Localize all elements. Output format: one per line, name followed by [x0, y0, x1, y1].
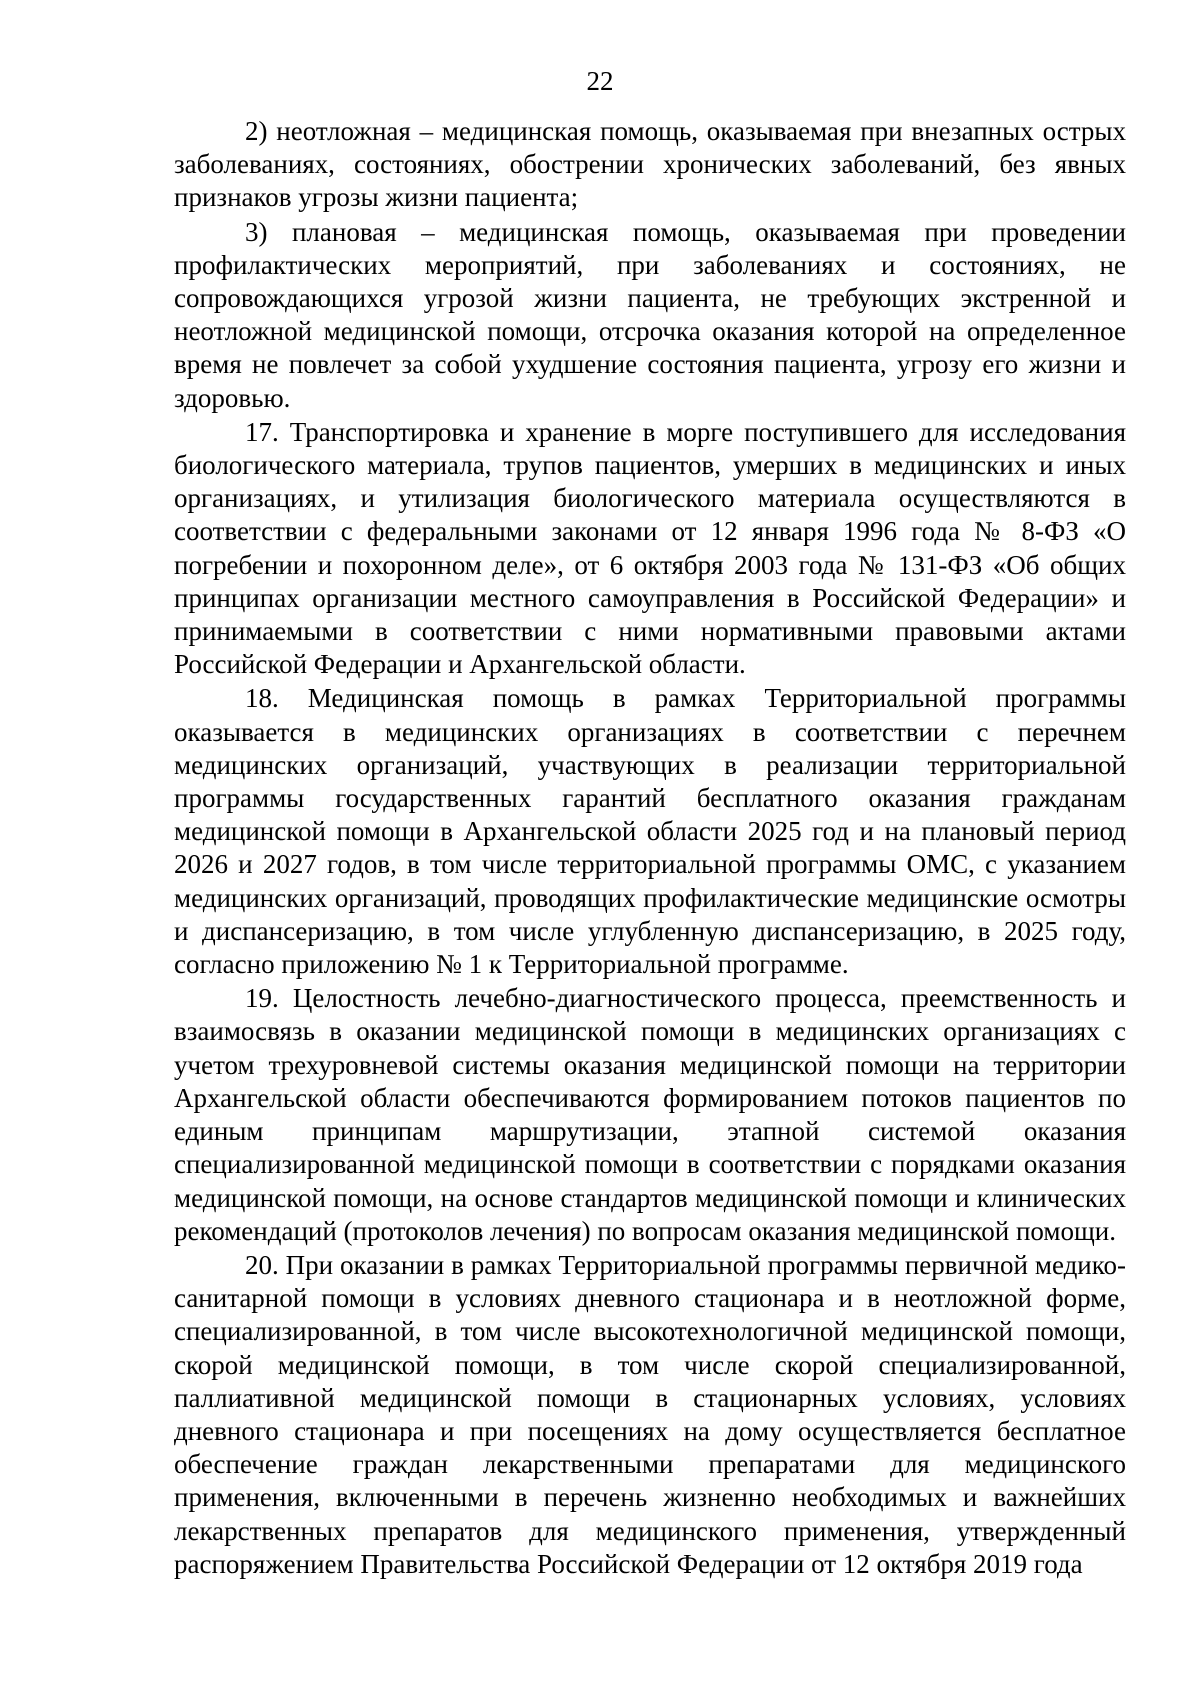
- paragraph-17-transportation: 17. Транспортировка и хранение в морге поступившего для исследования биологического материала, трупов пациентов, умерших в медицинских и иных организациях, и утилизация биологического материала осуществляются в соответствии с федеральными законами от 12 января 1996 года № 8-ФЗ «О погребении и похоронном деле», от 6 октября 2003 года № 131-ФЗ «Об общих принципах организации местного самоуправления в Российской Федерации» и принимаемыми в соответствии с ними нормативными правовыми актами Российской Федерации и Архангельской области.: [174, 416, 1126, 680]
- paragraph-item-3-planned: 3) плановая – медицинская помощь, оказываемая при проведении профилактических мероприятий, при заболеваниях и состояниях, не сопровождающихся угрозой жизни пациента, не требующих экстренной и неотложной медицинской помощи, отсрочка оказания которой на определенное время не повлечет за собой ухудшение состояния пациента, угрозу его жизни и здоровью.: [174, 216, 1126, 413]
- paragraph-19-continuity: 19. Целостность лечебно-диагностического процесса, преемственность и взаимосвязь в оказании медицинской помощи в медицинских организациях с учетом трехуровневой системы оказания медицинской помощи на территории Архангельской области обеспечиваются формированием потоков пациентов по единым принципам маршрутизации, этапной системой оказания специализированной медицинской помощи в соответствии с порядками оказания медицинской помощи, на основе стандартов медицинской помощи и клинических рекомендаций (протоколов лечения) по вопросам оказания медицинской помощи.: [174, 983, 1126, 1246]
- paragraph-20-drug-provision: 20. При оказании в рамках Территориальной программы первичной медико-санитарной помощи в условиях дневного стационара и в неотложной форме, специализированной, в том числе высокотехнологичной медицинской помощи, скорой медицинской помощи, в том числе скорой специализированной, паллиативной медицинской помощи в стационарных условиях, условиях дневного стационара и при посещениях на дому осуществляется бесплатное обеспечение граждан лекарственными препаратами для медицинского применения, включенными в перечень жизненно необходимых и важнейших лекарственных препаратов для медицинского применения, утвержденный распоряжением Правительства Российской Федерации от 12 октября 2019 года: [174, 1249, 1126, 1579]
- paragraph-item-2-urgent: 2) неотложная – медицинская помощь, оказываемая при внезапных острых заболеваниях, состояниях, обострении хронических заболеваний, без явных признаков угрозы жизни пациента;: [174, 116, 1126, 213]
- page-number: 22: [586, 66, 614, 96]
- paragraph-18-medical-organizations: 18. Медицинская помощь в рамках Территориальной программы оказывается в медицинских организациях в соответствии с перечнем медицинских организаций, участвующих в реализации территориальной программы государственных гарантий бесплатного оказания гражданам медицинской помощи в Архангельской области 2025 год и на плановый период 2026 и 2027 годов, в том числе территориальной программы ОМС, с указанием медицинских организаций, проводящих профилактические медицинские осмотры и диспансеризацию, в том числе углубленную диспансеризацию, в 2025 году, согласно приложению № 1 к Территориальной программе.: [174, 683, 1126, 980]
- document-body: [174, 115, 1126, 1581]
